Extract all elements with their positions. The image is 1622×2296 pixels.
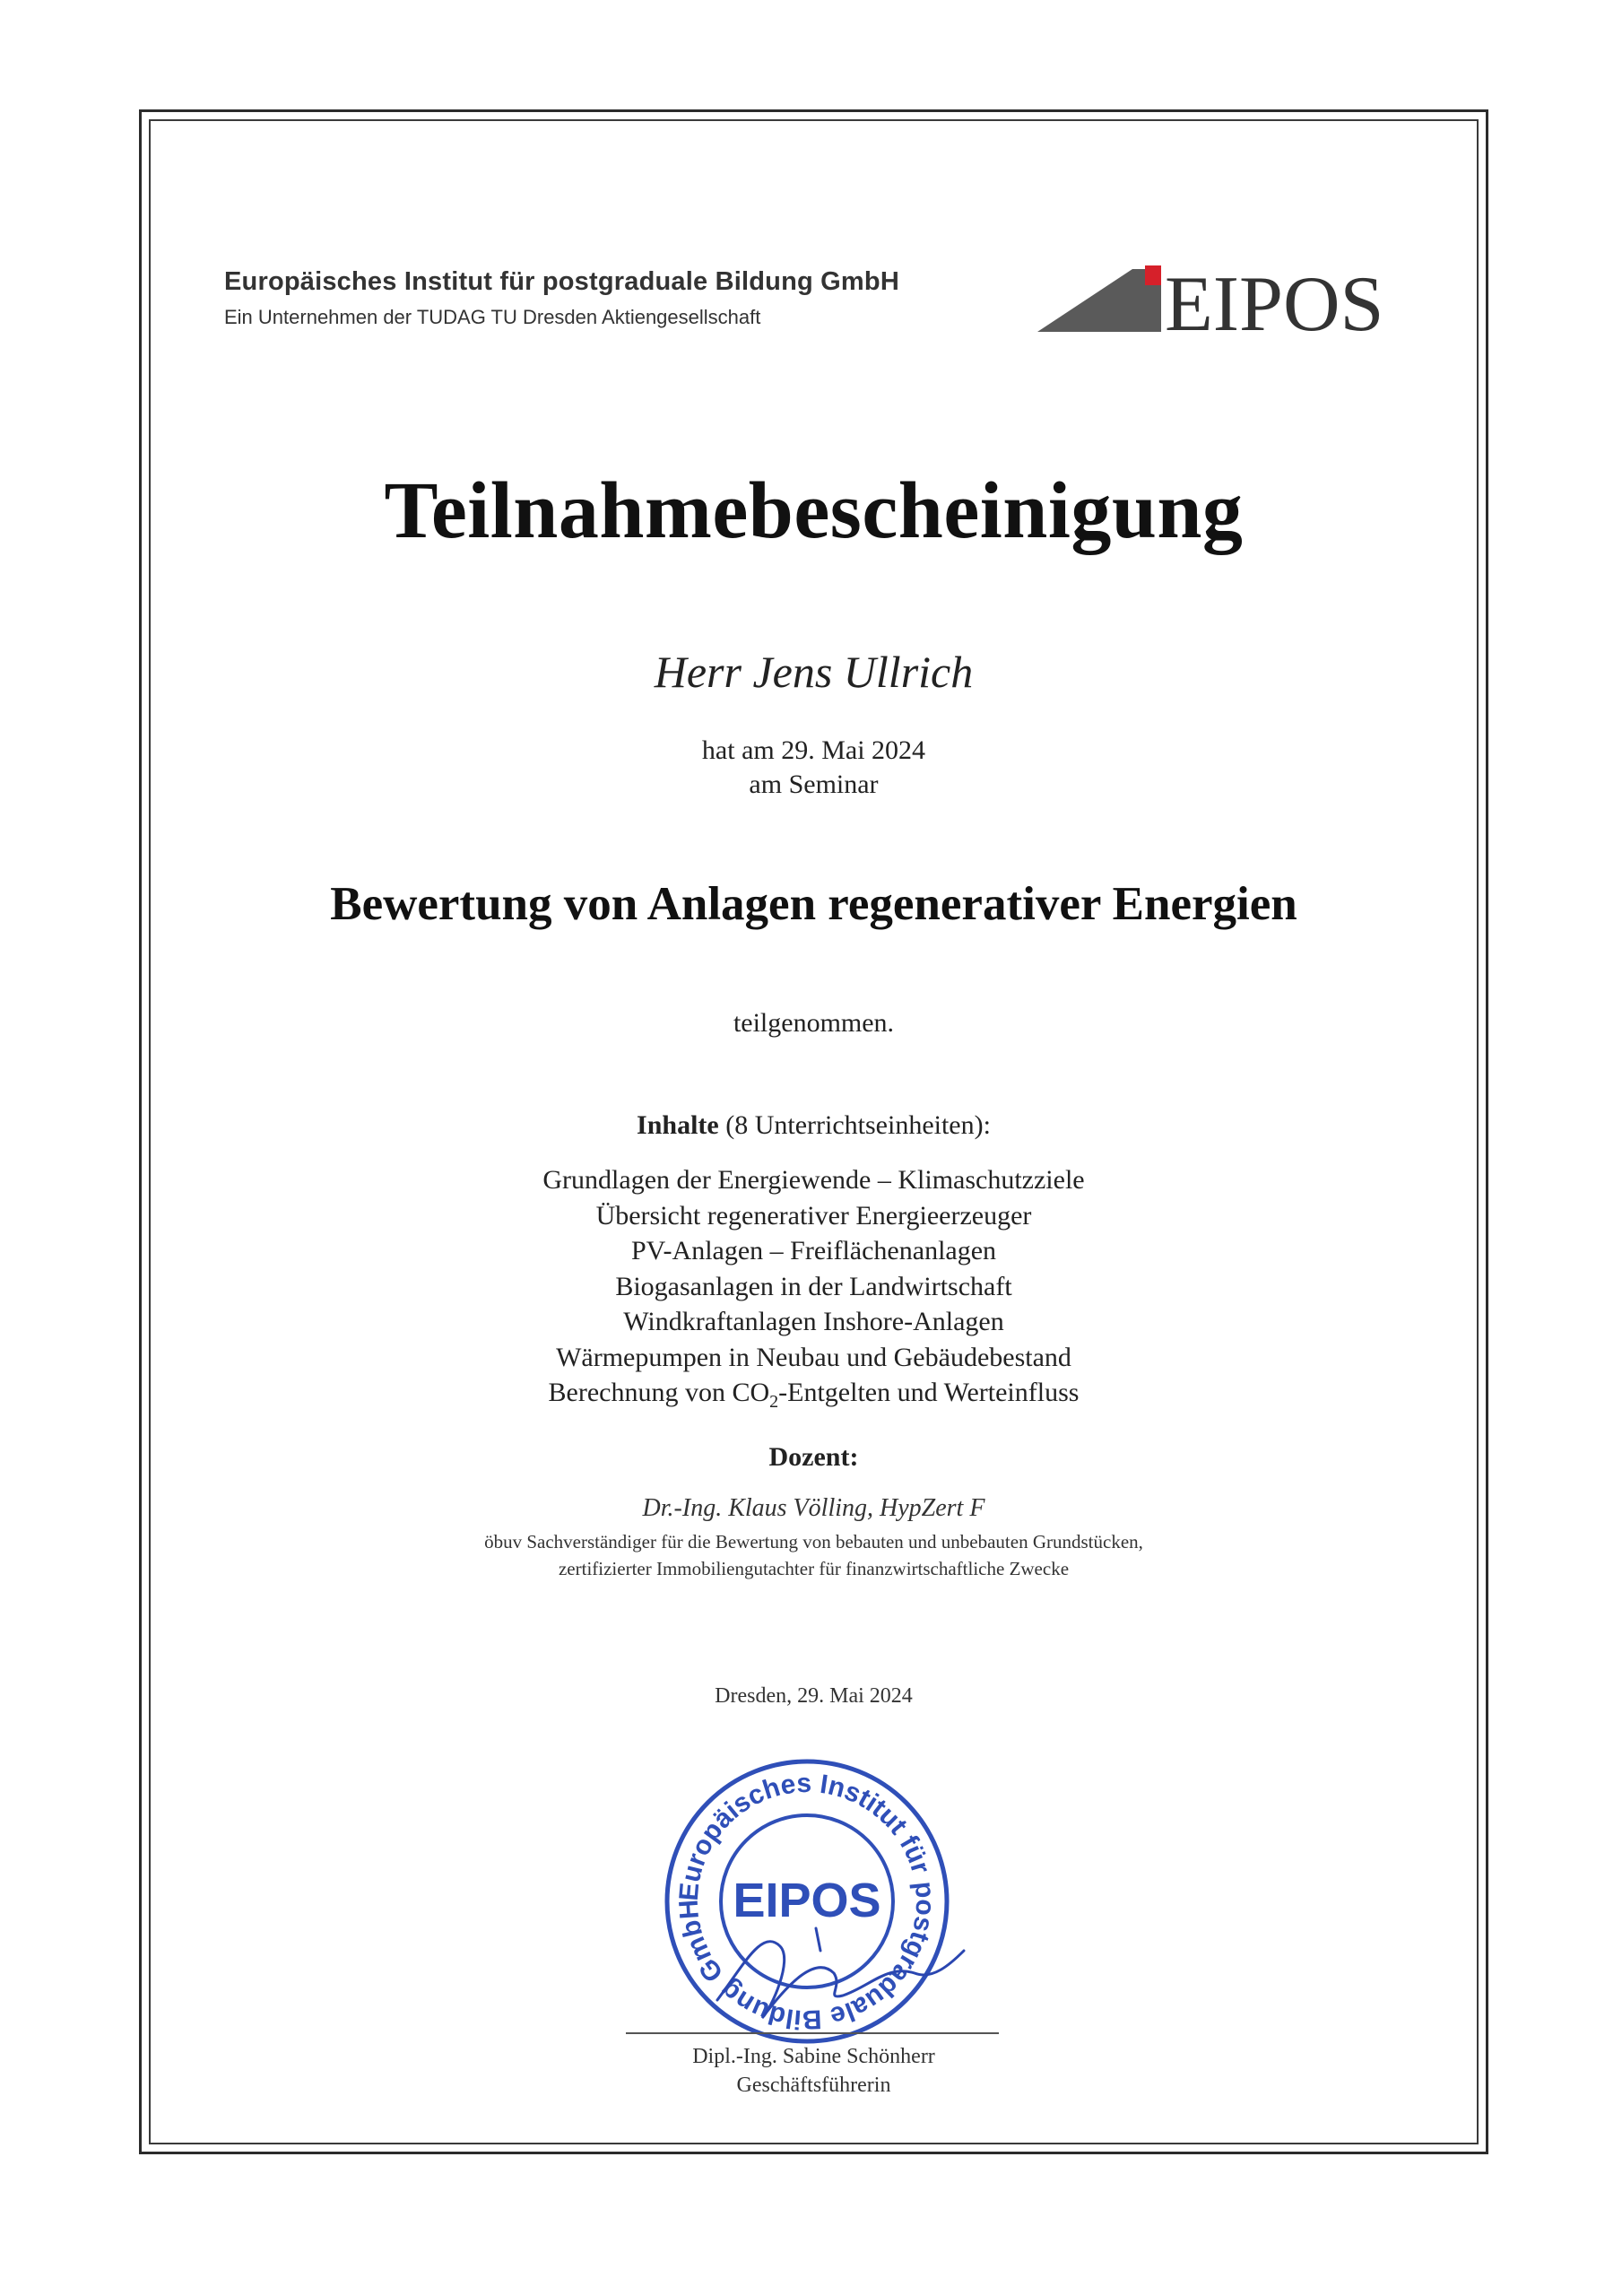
place-date: Dresden, 29. Mai 2024 (715, 1684, 913, 1708)
institute-header (224, 267, 1031, 329)
logo-red-square (1145, 265, 1161, 285)
course-title: Bewertung von Anlagen regenerativer Energien (330, 878, 1297, 930)
institute-subtitle: Ein Unternehmen der TUDAG TU Dresden Aktiengesellschaft (224, 306, 761, 328)
topic-co2-sub: 2 (769, 1392, 779, 1412)
topic-co2-pre: Berechnung von CO (548, 1378, 770, 1407)
topic-item: Wärmepumpen in Neubau und Gebäudebestand (556, 1342, 1071, 1372)
seal-center-text: EIPOS (733, 1874, 881, 1927)
handwritten-signature (708, 1910, 968, 2027)
completed-text: teilgenommen. (733, 1008, 895, 1038)
topic-item: PV-Anlagen – Freiflächenanlagen (630, 1236, 997, 1265)
lecturer-desc-line: öbuv Sachverständiger für die Bewertung von bebauten und unbebauten Grundstücken, (484, 1531, 1143, 1552)
topic-item: Übersicht regenerativer Energieerzeuger (595, 1200, 1032, 1231)
signer-name: Dipl.-Ing. Sabine Schönherr (692, 2045, 935, 2068)
seminar-label: am Seminar (749, 770, 879, 799)
contents-heading-bold: Inhalte (637, 1110, 719, 1140)
certificate-title: Teilnahmebescheinigung (384, 466, 1244, 555)
contents-heading (149, 1110, 1479, 1141)
topic-item: Biogasanlagen in der Landwirtschaft (615, 1271, 1012, 1301)
attendance-date: hat am 29. Mai 2024 (701, 735, 926, 765)
institute-name: Europäisches Institut für postgraduale Bildung GmbH (224, 267, 899, 296)
signer-role: Geschäftsführerin (736, 2074, 891, 2097)
topics-list (149, 1162, 1479, 1421)
logo-roof-shape (1037, 269, 1161, 332)
topic-co2-post: -Entgelten und Werteinfluss (778, 1378, 1080, 1407)
signature-line (626, 2032, 999, 2034)
lecturer-desc-line: zertifizierter Immobiliengutachter für finanzwirtschaftliche Zwecke (558, 1558, 1070, 1579)
recipient-name: Herr Jens Ullrich (654, 647, 974, 697)
topic-item (149, 1375, 1479, 1421)
lecturer-name: Dr.-Ing. Klaus Völling, HypZert F (642, 1494, 985, 1522)
eipos-logo (1036, 257, 1412, 346)
contents-heading-units: (8 Unterrichtseinheiten): (725, 1110, 991, 1140)
seal-ring-text: Europäisches Institut für postgraduale Bildung GmbH (673, 1768, 941, 2035)
logo-wordmark: EIPOS (1165, 261, 1384, 346)
lecturer-description (149, 1528, 1479, 1582)
topic-item: Windkraftanlagen Inshore-Anlagen (623, 1307, 1004, 1336)
topic-item: Grundlagen der Energiewende – Klimaschutzziele (542, 1165, 1085, 1195)
lecturer-heading: Dozent: (768, 1442, 859, 1472)
